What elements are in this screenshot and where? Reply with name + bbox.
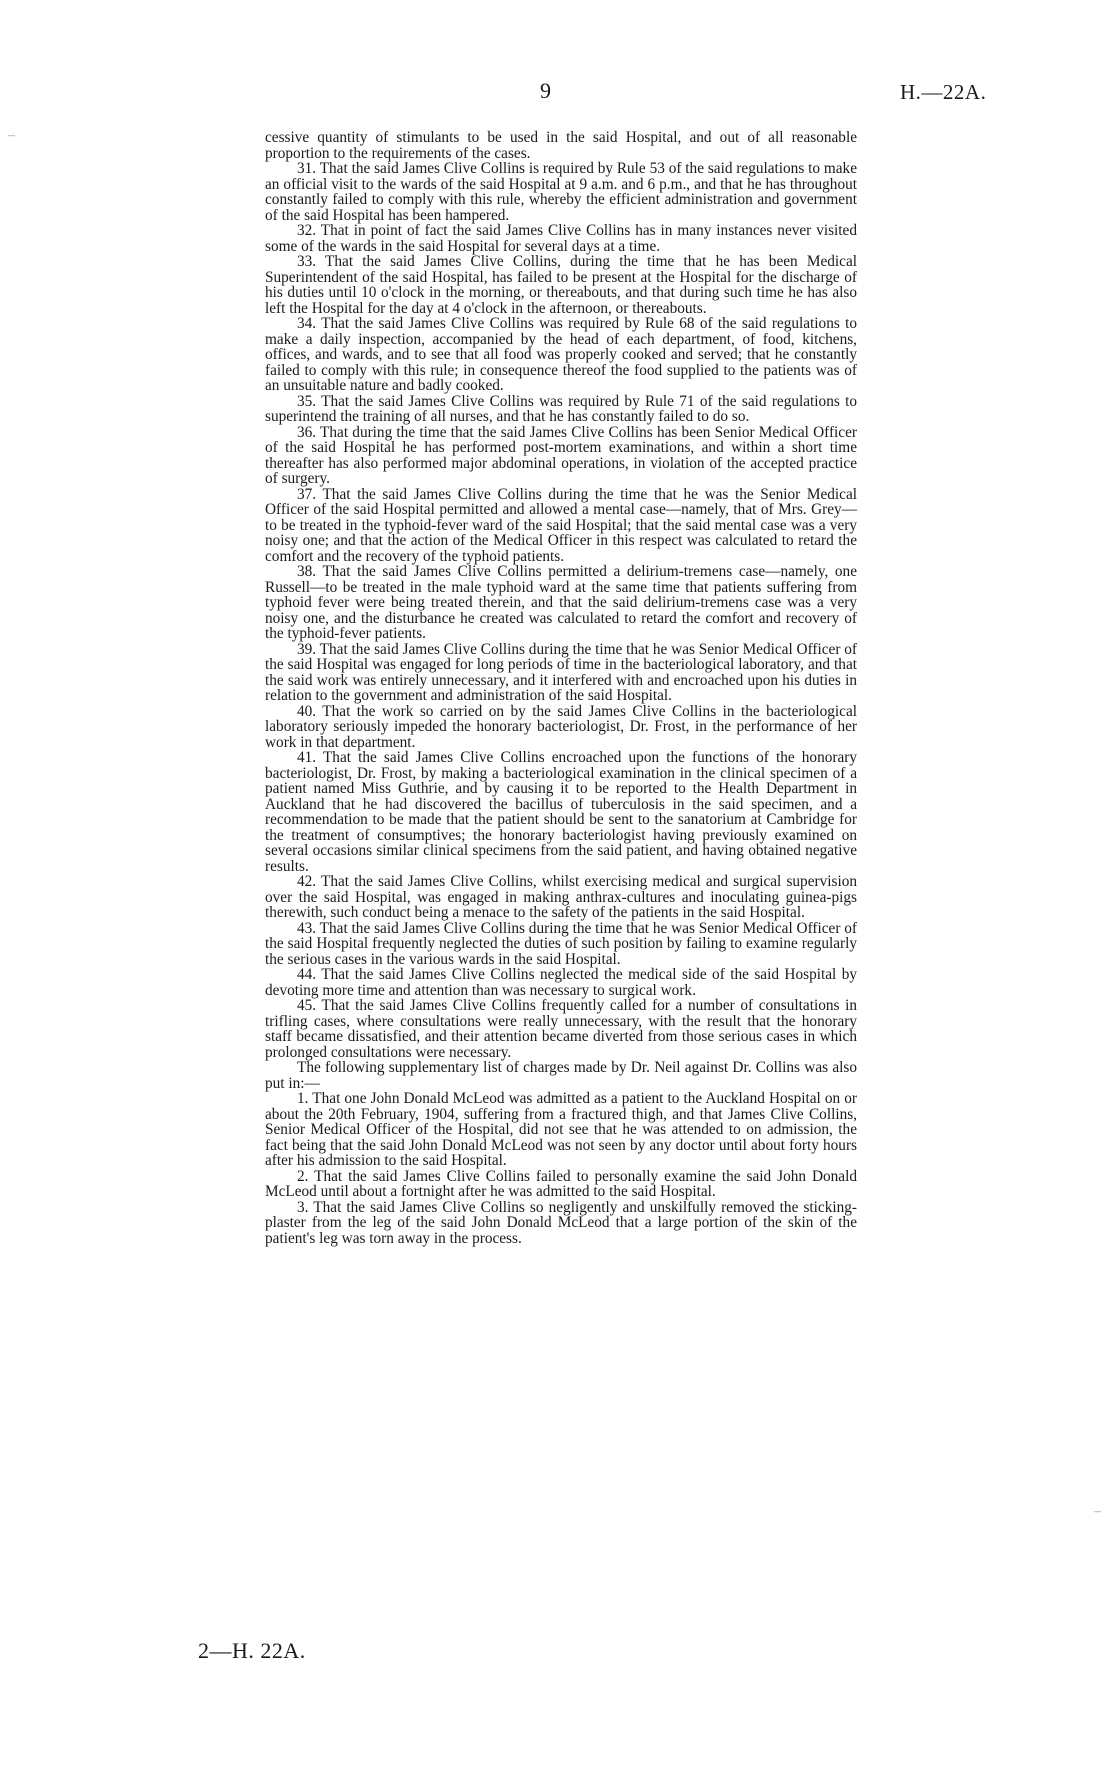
body-text (265, 130, 857, 1246)
paragraph-36: 36. That during the time that the said James Clive Collins has been Senior Medical Officer of the said Hospital he has performed post-mortem examinations, and within a short time thereafter has also performed major abdominal operations, in violation of the accepted practice of surgery. (265, 423, 857, 487)
paragraph-34: 34. That the said James Clive Collins was required by Rule 68 of the said regulations to make a daily inspection, accompanied by the head of each department, of food, kitchens, offices, and wards, and to see that all food was properly cooked and served; that he constantly failed to comply with this rule; in consequence thereof the food supplied to the patients was of an unsuitable nature and badly cooked. (265, 315, 857, 394)
paragraph-37: 37. That the said James Clive Collins during the time that he was the Senior Medical Officer of the said Hospital permitted and allowed a mental case—namely, that of Mrs. Grey—to be treated in the typhoid-fever ward of the said Hospital; that the said mental case was a very noisy one; and that the action of the Medical Officer in this respect was calculated to retard the comfort and the recovery of the typhoid patients. (265, 485, 857, 565)
paragraph-42: 42. That the said James Clive Collins, whilst exercising medical and surgical supervision over the said Hospital, was engaged in making anthrax-cultures and inoculating guinea-pigs therewith, such conduct being a menace to the safety of the patients in the said Hospital. (265, 873, 857, 921)
paragraph-38: 38. That the said James Clive Collins permitted a delirium-tremens case—namely, one Russell—to be treated in the male typhoid ward at the same time that patients suffering from typhoid fever were being treated therein, and that the said delirium-tremens case was a very noisy one, and the disturbance he created was calculated to retard the comfort and recovery of the typhoid-fever patients. (265, 563, 857, 642)
supplementary-intro: The following supplementary list of charges made by Dr. Neil against Dr. Collins was also put in:— (265, 1059, 857, 1092)
paragraph-31: 31. That the said James Clive Collins is required by Rule 53 of the said regulations to make an official visit to the wards of the said Hospital at 9 a.m. and 6 p.m., and that he has throughout constantly failed to comply with this rule, whereby the efficient administration and government of the said Hospital has been hampered. (265, 160, 857, 224)
paragraph-45: 45. That the said James Clive Collins frequently called for a number of consultations in trifling cases, where consultations were really unnecessary, with the result that the honorary staff became dissatisfied, and their attention became diverted from those serious cases in which prolonged consultations were necessary. (265, 997, 857, 1061)
paragraph-35: 35. That the said James Clive Collins was required by Rule 71 of the said regulations to superintend the training of all nurses, and that he has constantly failed to do so. (265, 392, 857, 425)
paragraph-43: 43. That the said James Clive Collins during the time that he was Senior Medical Officer of the said Hospital frequently neglected the duties of such position by failing to examine regularly the serious cases in the various wards in the said Hospital. (265, 919, 857, 968)
paragraph-40: 40. That the work so carried on by the said James Clive Collins in the bacteriological laboratory seriously impeded the honorary bacteriologist, Dr. Frost, in the performance of her work in that department. (265, 702, 857, 751)
margin-mark-left: – (8, 128, 15, 143)
signature-mark: 2—H. 22A. (198, 1638, 306, 1663)
supplementary-charge-1: 1. That one John Donald McLeod was admitted as a patient to the Auckland Hospital on or about the 20th February, 1904, suffering from a fractured thigh, and that James Clive Collins, Senior Medical Officer of the Hospital, did not see that he was attended to on admission, the fact being that the said John Donald McLeod was not seen by any doctor until about forty hours after his admission to the said Hospital. (265, 1090, 857, 1169)
paragraph-32: 32. That in point of fact the said James Clive Collins has in many instances never visited some of the wards in the said Hospital for several days at a time. (265, 222, 857, 255)
page-number: 9 (540, 78, 551, 103)
margin-mark-right: – (1094, 1504, 1101, 1519)
paragraph-39: 39. That the said James Clive Collins during the time that he was Senior Medical Officer of the said Hospital was engaged for long periods of time in the bacteriological laboratory, and that the said work was entirely unnecessary, and it interfered with and encroached upon his duties in relation to the government and administration of the said Hospital. (265, 640, 857, 704)
paragraph-41: 41. That the said James Clive Collins encroached upon the functions of the honorary bacteriologist, Dr. Frost, by making a bacteriological examination in the clinical specimen of a patient named Miss Guthrie, and by causing it to be reported to the Health Department in Auckland that he had discovered the bacillus of tuberculosis in the said specimen, and a recommendation to be made that the patient should be sent to the sanatorium at Cambridge for the treatment of consumptives; the honorary bacteriologist having previously examined on several occasions similar clinical specimens from the said patient, and having obtained negative results. (265, 749, 857, 875)
paragraph-continuation: cessive quantity of stimulants to be used in the said Hospital, and out of all reasonable proportion to the requirements of the cases. (265, 129, 857, 162)
document-reference: H.—22A. (900, 80, 987, 104)
paragraph-44: 44. That the said James Clive Collins neglected the medical side of the said Hospital by devoting more time and attention than was necessary to surgical work. (265, 966, 857, 999)
paragraph-33: 33. That the said James Clive Collins, during the time that he has been Medical Superintendent of the said Hospital, has failed to be present at the Hospital for the discharge of his duties until 10 o'clock in the morning, or thereabouts, and that during such time he has also left the Hospital for the day at 4 o'clock in the afternoon, or thereabouts. (265, 253, 857, 317)
supplementary-charge-2: 2. That the said James Clive Collins failed to personally examine the said John Donald McLeod until about a fortnight after he was admitted to the said Hospital. (265, 1167, 857, 1200)
supplementary-charge-3: 3. That the said James Clive Collins so negligently and unskilfully removed the sticking-plaster from the leg of the said John Donald McLeod that a large portion of the skin of the patient's leg was torn away in the process. (265, 1198, 857, 1247)
